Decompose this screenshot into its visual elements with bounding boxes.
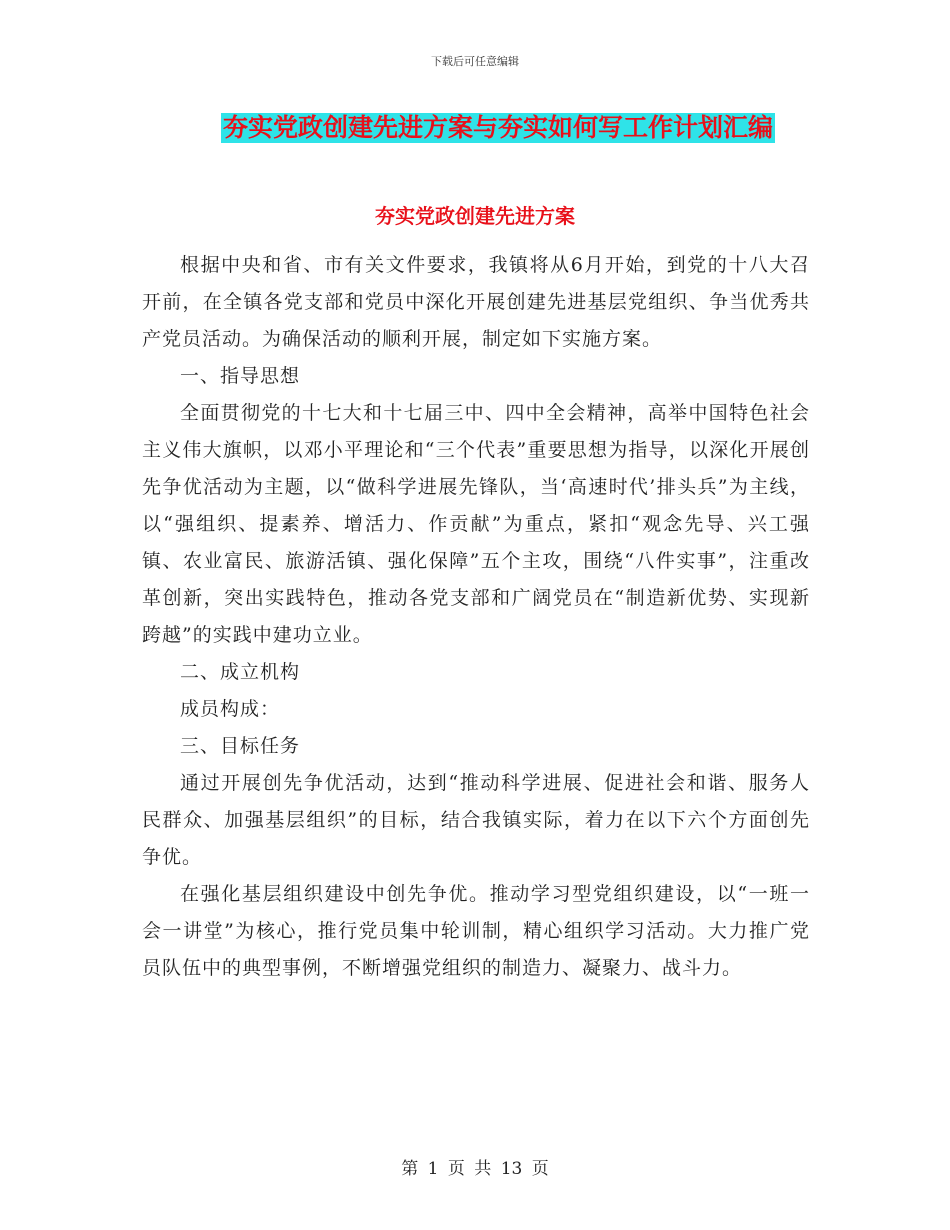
page-number: 第 1 页 共 13 页 (401, 1159, 549, 1179)
document-body (142, 247, 810, 987)
paragraph-goals: 通过开展创先争优活动，达到“推动科学进展、促进社会和谐、服务人民群众、加强基层组织”的目标，结合我镇实际，着力在以下六个方面创先争优。 (142, 772, 810, 868)
paragraph-intro: 根据中央和省、市有关文件要求，我镇将从6月开始，到党的十八大召开前，在全镇各党支部和党员中深化开展创建先进基层党组织、争当优秀共产党员活动。为确保活动的顺利开展，制定如下实施方案。 (142, 254, 810, 350)
paragraph-members: 成员构成： (180, 698, 281, 720)
paragraph-grassroots: 在强化基层组织建设中创先争优。推动学习型党组织建设，以“一班一会一讲堂”为核心，推行党员集中轮训制，精心组织学习活动。大力推广党员队伍中的典型事例，不断增强党组织的制造力、凝聚力、战斗力。 (142, 883, 810, 979)
main-title-container (0, 113, 950, 143)
heading-establish-organization: 二、成立机构 (180, 661, 301, 683)
heading-guiding-ideology: 一、指导思想 (180, 365, 301, 387)
heading-goals: 三、目标任务 (180, 735, 301, 757)
document-title: 夯实党政创建先进方案与夯实如何写工作计划汇编 (222, 113, 773, 142)
section-title: 夯实党政创建先进方案 (375, 204, 575, 228)
header-note: 下载后可任意编辑 (431, 55, 519, 68)
paragraph-guiding-ideology: 全面贯彻党的十七大和十七届三中、四中全会精神，高举中国特色社会主义伟大旗帜，以邓小平理论和“三个代表”重要思想为指导，以深化开展创先争优活动为主题，以“做科学进展先锋队，当‘高速时代’排头兵”为主线，以“强组织、提素养、增活力、作贡献”为重点，紧扣“观念先导、兴工强镇、农业富民、旅游活镇、强化保障”五个主攻，围绕“八件实事”，注重改革创新，突出实践特色，推动各党支部和广阔党员在“制造新优势、实现新跨越”的实践中建功立业。 (142, 402, 810, 646)
